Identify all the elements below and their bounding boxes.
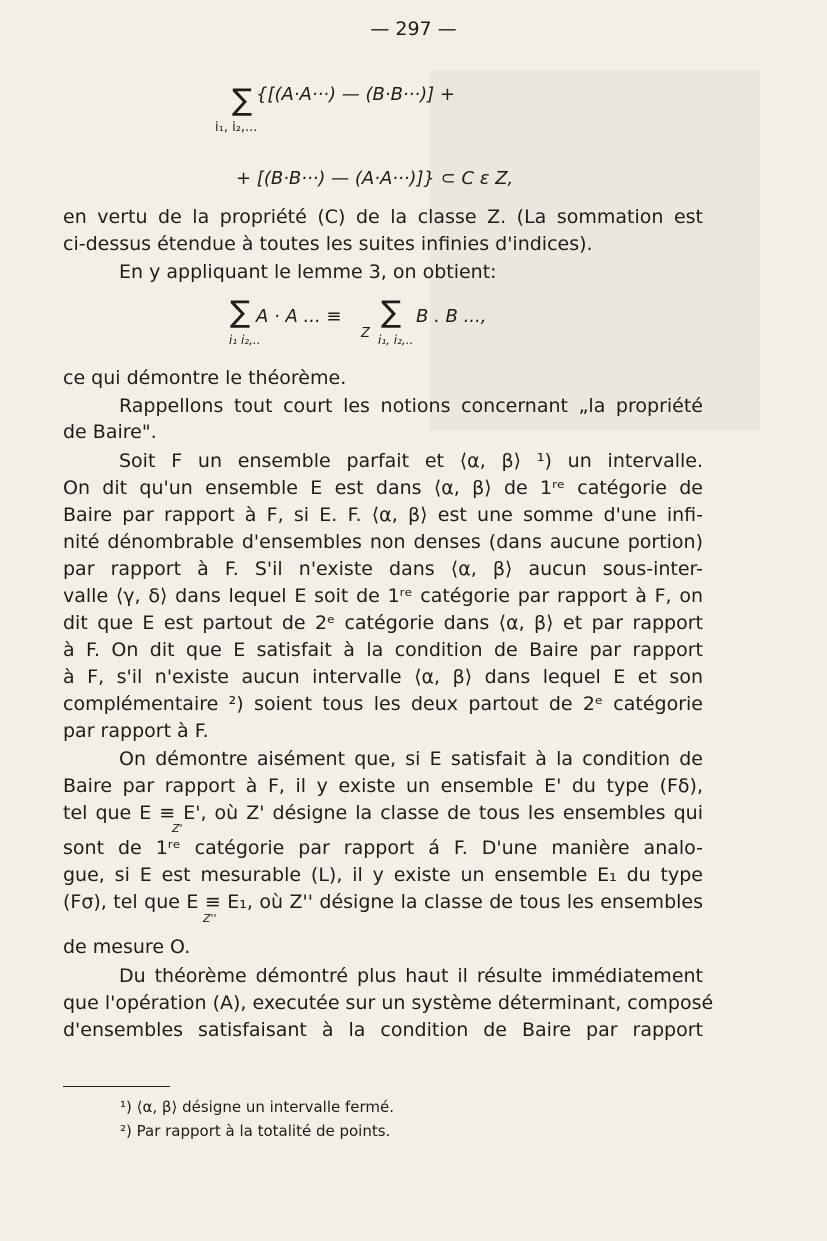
text-line: En y appliquant le lemme 3, on obtient: — [119, 261, 497, 283]
page-number: — 297 — — [370, 18, 457, 40]
text-line: ce qui démontre le théorème. — [63, 367, 347, 389]
text-line: que l'opération (A), executée sur un système déterminant, composé — [63, 992, 714, 1014]
text-line: dit que E est partout de 2ᵉ catégorie dans ⟨α, β⟩ et par rapport — [63, 612, 703, 634]
footnote-rule — [63, 1086, 170, 1087]
text-line: de Baire". — [63, 421, 157, 443]
text-line: à F. On dit que E satisfait à la condition de Baire par rapport — [63, 639, 703, 661]
footnote-1: ¹) ⟨α, β⟩ désigne un intervalle fermé. — [120, 1098, 395, 1116]
sigma-symbol: ∑ — [230, 295, 251, 330]
equiv-subscript: Z'' — [203, 912, 217, 925]
text-line: par rapport à F. — [63, 720, 209, 742]
footnote-2: ²) Par rapport à la totalité de points. — [120, 1122, 391, 1140]
formula-1-line-2: + [(B·B···) — (A·A···)]} ⊂ C ε Z, — [236, 168, 514, 189]
text-line: ci-dessus étendue à toutes les suites infinies d'indices). — [63, 233, 593, 255]
text-line: (Fσ), tel que E ≡ E₁, où Z'' désigne la classe de tous les ensembles — [63, 891, 703, 913]
formula-2-z: Z — [361, 326, 370, 341]
formula-2-sub-right: i₁, i₂,.. — [378, 333, 414, 347]
formula-1-subscript: i₁, i₂,... — [215, 120, 258, 135]
text-line: d'ensembles satisfaisant à la condition de Baire par rapport — [63, 1019, 703, 1041]
equiv-subscript: Z' — [172, 822, 183, 835]
text-line: On démontre aisément que, si E satisfait à la condition de — [119, 748, 703, 770]
text-line: Du théorème démontré plus haut il résulte immédiatement — [119, 965, 703, 987]
text-line: à F, s'il n'existe aucun intervalle ⟨α, β⟩ dans lequel E et son — [63, 666, 703, 688]
formula-2-left: A · A ... ≡ — [256, 306, 342, 327]
sigma-symbol: ∑ — [232, 83, 253, 118]
text-line: en vertu de la propriété (C) de la classe Z. (La sommation est — [63, 206, 703, 228]
text-line: On dit qu'un ensemble E est dans ⟨α, β⟩ de 1ʳᵉ catégorie de — [63, 477, 703, 499]
text-line: Rappellons tout court les notions concernant „la propriété — [119, 395, 703, 417]
text-line: Soit F un ensemble parfait et ⟨α, β⟩ ¹) un intervalle. — [119, 450, 703, 472]
text-line: nité dénombrable d'ensembles non denses (dans aucune portion) — [63, 531, 703, 553]
text-line: complémentaire ²) soient tous les deux partout de 2ᵉ catégorie — [63, 693, 703, 715]
formula-1-line-1: {[(A·A···) — (B·B···)] + — [256, 84, 455, 105]
formula-2-right: B . B ..., — [416, 306, 487, 327]
sigma-symbol: ∑ — [381, 295, 402, 330]
text-line: tel que E ≡ E', où Z' désigne la classe de tous les ensembles qui — [63, 802, 703, 824]
text-line: valle ⟨γ, δ⟩ dans lequel E soit de 1ʳᵉ catégorie par rapport à F, on — [63, 585, 703, 607]
formula-2-sub-left: i₁ i₂,.. — [229, 333, 261, 347]
text-line: gue, si E est mesurable (L), il y existe un ensemble E₁ du type — [63, 864, 703, 886]
text-line: par rapport à F. S'il n'existe dans ⟨α, β⟩ aucun sous-inter- — [63, 558, 703, 580]
text-line: de mesure O. — [63, 936, 191, 958]
text-line: Baire par rapport à F, il y existe un ensemble E' du type (Fδ), — [63, 775, 703, 797]
text-line: sont de 1ʳᵉ catégorie par rapport á F. D'une manière analo- — [63, 837, 703, 859]
text-line: Baire par rapport à F, si E. F. ⟨α, β⟩ est une somme d'une infi- — [63, 504, 703, 526]
